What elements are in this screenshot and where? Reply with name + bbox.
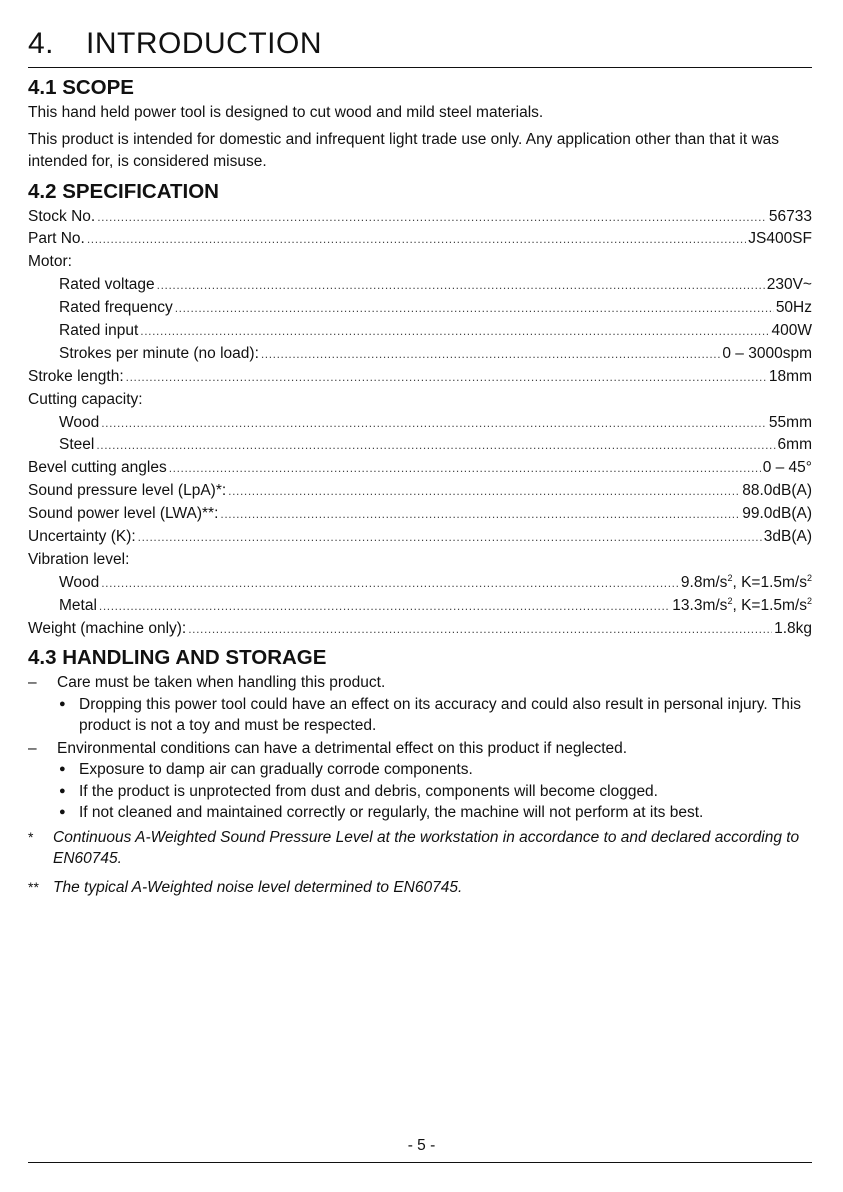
spec-value: 1.8kg xyxy=(774,619,812,637)
spec-row-cut-steel xyxy=(28,434,812,457)
handling-bullet xyxy=(28,759,812,781)
handling-item xyxy=(28,738,812,760)
spec-label: Stock No. xyxy=(28,207,96,225)
handling-bullet-text: Exposure to damp air can gradually corrode components. xyxy=(79,761,473,779)
uncertainty-value: , K=1.5m/s xyxy=(732,573,807,591)
bullet-icon: ● xyxy=(59,763,66,776)
spec-value: 18mm xyxy=(768,367,812,385)
footer-rule xyxy=(28,1162,812,1163)
leader-dots xyxy=(175,297,774,320)
bullet-icon: ● xyxy=(59,784,66,797)
spec-value: 56733 xyxy=(768,207,812,225)
spec-value xyxy=(681,572,812,595)
spec-value: 99.0dB(A) xyxy=(742,505,812,523)
manual-page xyxy=(28,0,812,898)
spec-label: Rated voltage xyxy=(59,276,155,294)
spec-value: 3dB(A) xyxy=(763,527,812,545)
footnote-text: Continuous A-Weighted Sound Pressure Level at the workstation in accordance to and declared according to EN60745. xyxy=(53,828,800,868)
leader-dots xyxy=(138,526,762,549)
spec-row-stock-no xyxy=(28,206,812,229)
footnote-marker: * xyxy=(28,828,34,845)
page-number: - 5 - xyxy=(407,1137,436,1154)
spec-row-strokes-per-minute xyxy=(28,343,812,366)
spec-row-rated-frequency xyxy=(28,297,812,320)
leader-dots xyxy=(157,274,765,297)
handling-bullet-text: If not cleaned and maintained correctly or regularly, the machine will not perform at its best. xyxy=(79,804,704,822)
spec-value xyxy=(672,595,812,618)
spec-row-bevel-angles xyxy=(28,457,812,480)
spec-row-part-no xyxy=(28,228,812,251)
superscript: 2 xyxy=(806,595,812,606)
handling-bullet xyxy=(28,802,812,824)
leader-dots xyxy=(140,320,769,343)
spec-label: Weight (machine only): xyxy=(28,619,187,637)
spec-row-sound-power xyxy=(28,503,812,526)
specification-list xyxy=(28,206,812,641)
leader-dots xyxy=(101,412,767,435)
leader-dots xyxy=(97,206,767,229)
superscript: 2 xyxy=(806,572,812,583)
dash-marker: – xyxy=(28,674,37,692)
leader-dots xyxy=(228,480,740,503)
spec-label: Sound pressure level (LpA)*: xyxy=(28,482,227,500)
footnote xyxy=(28,827,812,870)
bullet-icon: ● xyxy=(59,806,66,819)
spec-row-rated-voltage xyxy=(28,274,812,297)
spec-label: Bevel cutting angles xyxy=(28,459,167,477)
footnote-text: The typical A-Weighted noise level determined to EN60745. xyxy=(53,878,463,896)
handling-item-text: Environmental conditions can have a detrimental effect on this product if neglected. xyxy=(57,739,628,757)
scope-paragraph: This product is intended for domestic and infrequent light trade use only. Any application other than that it was intended for, is considered misuse. xyxy=(28,130,780,170)
spec-label: Part No. xyxy=(28,230,85,248)
spec-value: 400W xyxy=(771,321,812,339)
spec-label: Wood xyxy=(59,413,100,431)
section-title-text: INTRODUCTION xyxy=(86,27,322,60)
spec-row-cut-wood xyxy=(28,412,812,435)
footnote-marker: ** xyxy=(28,878,39,895)
spec-row-stroke-length xyxy=(28,366,812,389)
spec-value: 50Hz xyxy=(775,299,812,317)
leader-dots xyxy=(101,572,679,595)
handling-item xyxy=(28,672,812,694)
handling-item-text: Care must be taken when handling this product. xyxy=(57,674,386,692)
superscript: 2 xyxy=(727,572,733,583)
spec-row-vibration-wood xyxy=(28,572,812,595)
spec-value: 88.0dB(A) xyxy=(742,482,812,500)
handling-bullet-text: Dropping this power tool could have an effect on its accuracy and could also result in personal injury. This product is not a toy and must be respected. xyxy=(79,695,802,735)
leader-dots xyxy=(126,366,767,389)
spec-value: JS400SF xyxy=(748,230,812,248)
spec-label: Rated frequency xyxy=(59,299,173,317)
dash-marker: – xyxy=(28,739,37,757)
leader-dots xyxy=(169,457,761,480)
spec-label: Stroke length: xyxy=(28,367,124,385)
leader-dots xyxy=(87,228,746,251)
uncertainty-value: , K=1.5m/s xyxy=(732,596,807,614)
spec-label: Metal xyxy=(59,596,97,614)
vibration-value: 9.8m/s xyxy=(680,573,728,591)
leader-dots xyxy=(188,618,772,641)
specification-heading: 4.2 SPECIFICATION xyxy=(28,179,219,203)
spec-group-motor: Motor: xyxy=(28,253,72,271)
spec-row-sound-pressure xyxy=(28,480,812,503)
spec-value: 0 – 3000spm xyxy=(722,344,812,362)
spec-label: Rated input xyxy=(59,321,139,339)
spec-row-uncertainty xyxy=(28,526,812,549)
handling-heading: 4.3 HANDLING AND STORAGE xyxy=(28,646,327,670)
section-number: 4. xyxy=(28,27,55,60)
spec-value: 6mm xyxy=(777,436,812,454)
spec-group-vibration: Vibration level: xyxy=(28,550,130,568)
handling-bullet xyxy=(28,694,812,737)
spec-label: Sound power level (LWA)**: xyxy=(28,505,219,523)
spec-row-weight xyxy=(28,618,812,641)
spec-row-vibration-metal xyxy=(28,595,812,618)
handling-bullet xyxy=(28,781,812,803)
leader-dots xyxy=(261,343,721,366)
bullet-icon: ● xyxy=(59,697,66,710)
footnote xyxy=(28,877,812,899)
handling-bullet-text: If the product is unprotected from dust and debris, components will become clogged. xyxy=(79,782,658,800)
spec-label: Uncertainty (K): xyxy=(28,527,136,545)
spec-label: Wood xyxy=(59,573,100,591)
spec-value: 0 – 45° xyxy=(762,459,812,477)
vibration-value: 13.3m/s xyxy=(672,596,728,614)
leader-dots xyxy=(96,434,775,457)
spec-group-cutting-capacity: Cutting capacity: xyxy=(28,390,143,408)
spec-value: 230V~ xyxy=(766,276,812,294)
leader-dots xyxy=(220,503,740,526)
spec-label: Steel xyxy=(59,436,95,454)
section-title xyxy=(28,26,812,68)
spec-value: 55mm xyxy=(768,413,812,431)
scope-heading: 4.1 SCOPE xyxy=(28,76,134,99)
spec-row-rated-input xyxy=(28,320,812,343)
spec-label: Strokes per minute (no load): xyxy=(59,344,259,362)
scope-paragraph: This hand held power tool is designed to cut wood and mild steel materials. xyxy=(28,104,544,121)
superscript: 2 xyxy=(727,595,733,606)
leader-dots xyxy=(99,595,670,618)
